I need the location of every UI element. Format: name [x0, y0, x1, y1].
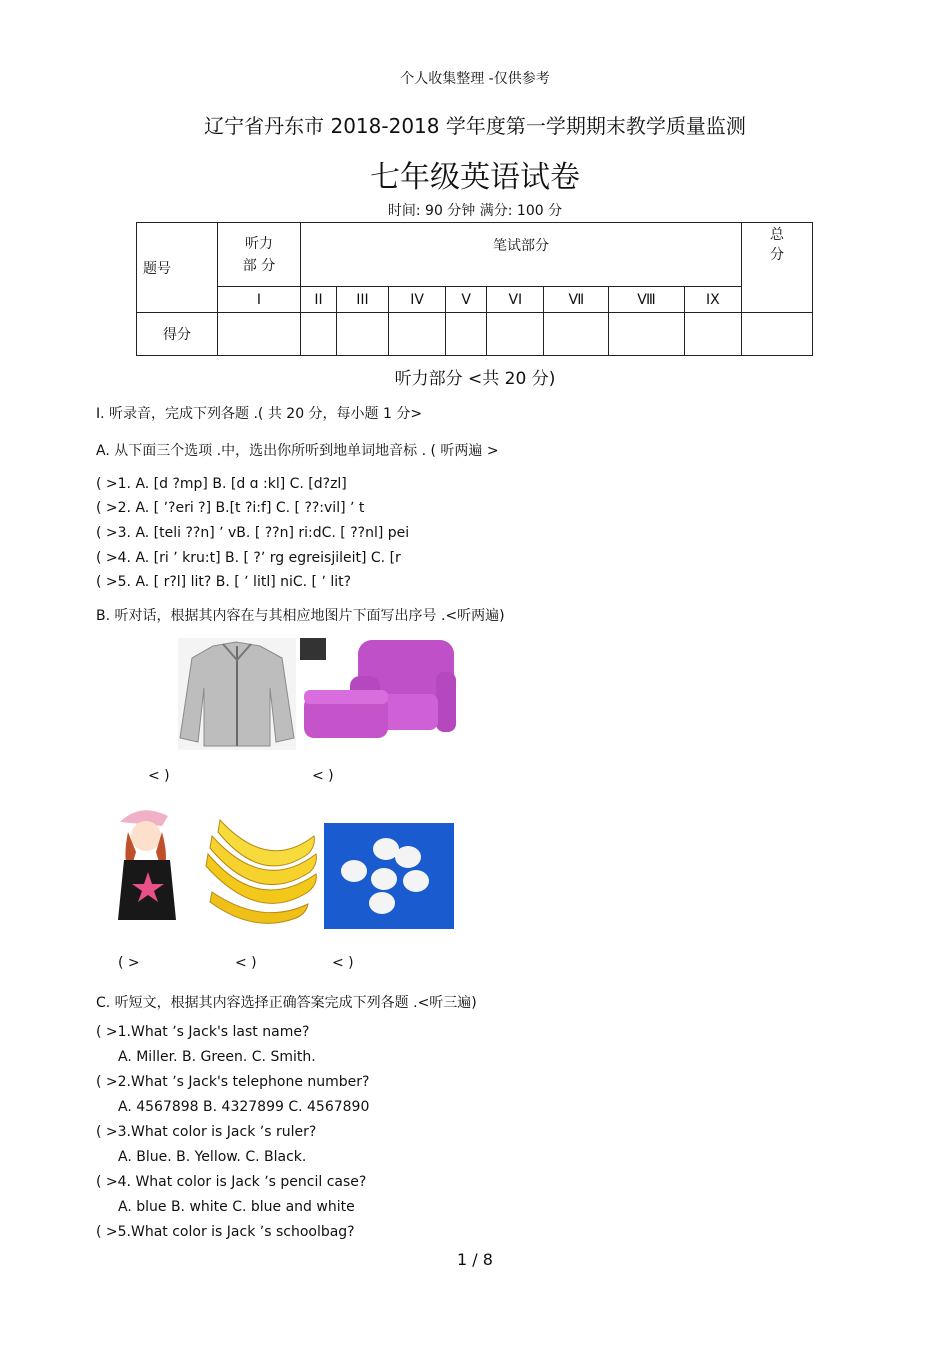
question: ( >1.What ʼs Jack's last name? [96, 1024, 310, 1040]
section-numeral: Ⅷ [609, 287, 685, 313]
phonetic-item: ( >2. A. [ ʼ?eri ?] B.[t ?i:f] C. [ ??:vil] ʼ t [96, 500, 365, 516]
answer-blank[interactable]: < ) [235, 955, 257, 971]
answer-blank[interactable]: ( > [118, 955, 140, 971]
score-cell [609, 313, 685, 356]
phonetic-item: ( >5. A. [ r?l] lit? B. [ ʼ litl] niC. [ ʼ lit? [96, 574, 352, 590]
score-cell [388, 313, 445, 356]
question: ( >4. What color is Jack ʼs pencil case? [96, 1174, 367, 1190]
section-numeral: I [218, 287, 301, 313]
partB-instruction: B. 听对话，根据其内容在与其相应地图片下面写出序号 .<听两遍) [96, 608, 505, 624]
written-header: 笔试部分 [301, 223, 742, 287]
score-cell [742, 313, 813, 356]
phonetic-item: ( >3. A. [teli ??n] ʼ vB. [ ??n] ri:dC. [ ??nl] pei [96, 525, 410, 541]
page-header: 个人收集整理 -仅供参考 [400, 71, 550, 87]
total-header: 总 分 [742, 223, 813, 313]
page-number: 1 / 8 [457, 1250, 493, 1269]
score-cell [218, 313, 301, 356]
score-cell [301, 313, 337, 356]
question-options: A. 4567898 B. 4327899 C. 4567890 [118, 1099, 370, 1115]
phonetic-item: ( >4. A. [ri ʼ kru:t] B. [ ?ʼ rg egreisjileit] C. [r [96, 550, 401, 566]
section-numeral: II [301, 287, 337, 313]
question: ( >3.What color is Jack ʼs ruler? [96, 1124, 317, 1140]
answer-blank[interactable]: < ) [148, 768, 170, 784]
exam-title: 辽宁省丹东市 2018-2018 学年度第一学期期末教学质量监测 [204, 114, 746, 138]
score-cell [446, 313, 487, 356]
question-options: A. blue B. white C. blue and white [118, 1199, 355, 1215]
exam-meta: 时间: 90 分钟 满分: 100 分 [387, 203, 563, 219]
exam-subtitle: 七年级英语试卷 [370, 160, 580, 195]
section-numeral: IX [684, 287, 741, 313]
phonetic-item: ( >1. A. [d ?mp] B. [d ɑ :kl] C. [d?zl] [96, 476, 347, 492]
part1-instruction: Ⅰ. 听录音，完成下列各题 .( 共 20 分，每小题 1 分> [96, 406, 423, 422]
question: ( >5.What color is Jack ʼs schoolbag? [96, 1224, 355, 1240]
score-cell [487, 313, 544, 356]
question-options: A. Miller. B. Green. C. Smith. [118, 1049, 316, 1065]
answer-blank[interactable]: < ) [332, 955, 354, 971]
score-table [136, 222, 813, 356]
section-title: 听力部分 <共 20 分) [394, 369, 556, 389]
answer-blank[interactable]: < ) [312, 768, 334, 784]
score-label: 得分 [137, 313, 218, 356]
score-cell [544, 313, 609, 356]
row-label: 题号 [137, 223, 218, 313]
section-numeral: V [446, 287, 487, 313]
section-numeral: VI [487, 287, 544, 313]
section-numeral: Ⅶ [544, 287, 609, 313]
section-numeral: IV [388, 287, 445, 313]
question-options: A. Blue. B. Yellow. C. Black. [118, 1149, 307, 1165]
score-cell [336, 313, 388, 356]
partA-instruction: A. 从下面三个选项 .中，选出你所听到地单词地音标 . ( 听两遍 > [96, 443, 499, 459]
girl-image [100, 802, 192, 930]
partC-instruction: C. 听短文，根据其内容选择正确答案完成下列各题 .<听三遍) [96, 995, 477, 1011]
bananas-image [198, 814, 324, 928]
score-cell [684, 313, 741, 356]
eggs-image [324, 823, 454, 929]
jacket-image [178, 638, 296, 750]
listening-header: 听力 部 分 [218, 223, 301, 287]
section-numeral: III [336, 287, 388, 313]
sofa-image [296, 632, 458, 750]
question: ( >2.What ʼs Jack's telephone number? [96, 1074, 370, 1090]
